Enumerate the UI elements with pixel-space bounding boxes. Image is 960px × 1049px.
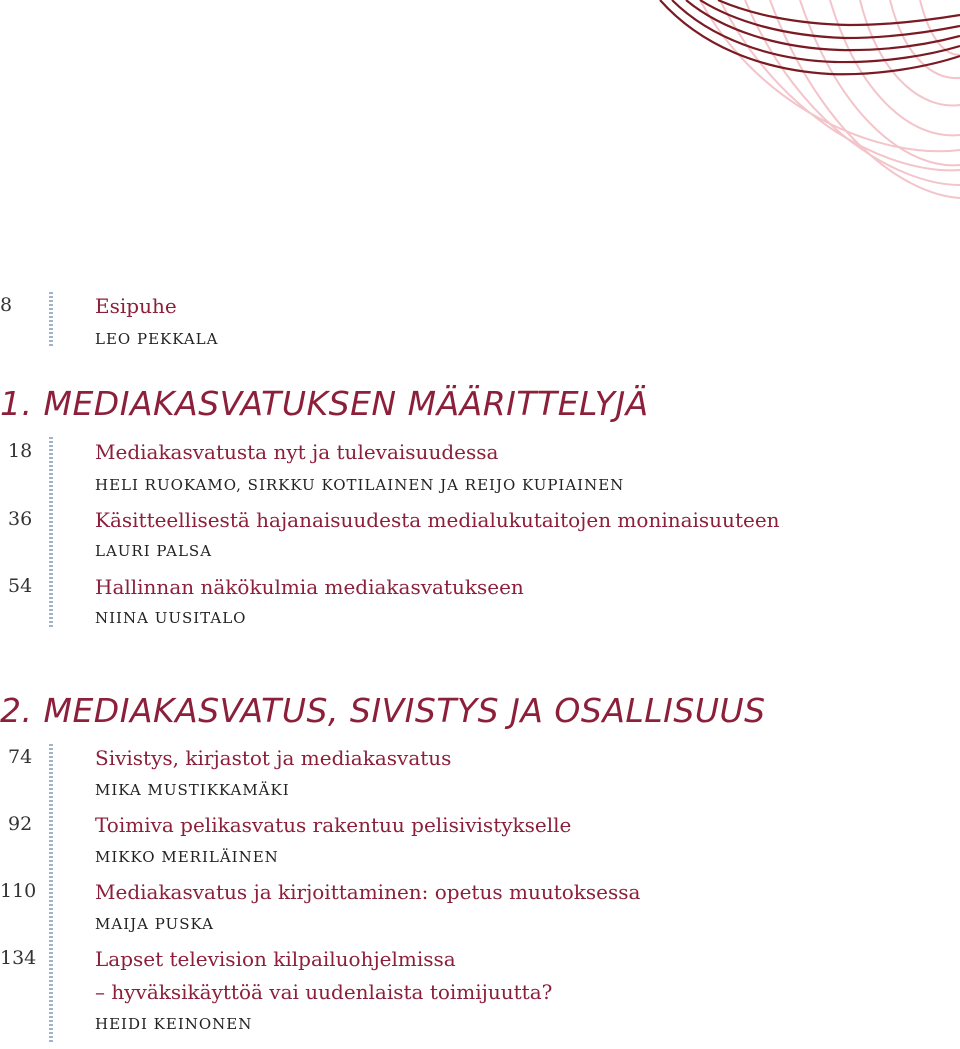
toc-entry-title[interactable]: Hallinnan näkökulmia mediakasvatukseen — [95, 575, 524, 599]
toc-entry-title[interactable]: Käsitteellisestä hajanaisuudesta medialukutaitojen moninaisuuteen — [95, 508, 780, 532]
section-heading: 2. MEDIAKASVATUS, SIVISTYS JA OSALLISUUS — [0, 691, 766, 730]
toc-entry-title[interactable]: Lapset television kilpailuohjelmissa — [95, 947, 456, 971]
toc-entry-title[interactable]: Esipuhe — [95, 294, 177, 318]
toc-page-number: 54 — [8, 575, 33, 597]
toc-page-number: 110 — [0, 880, 37, 902]
toc-page-number: 18 — [8, 440, 33, 462]
vertical-rule — [49, 437, 53, 629]
toc-entry-title[interactable]: Sivistys, kirjastot ja mediakasvatus — [95, 746, 452, 770]
toc-entry-author: NIINA UUSITALO — [95, 609, 247, 627]
toc-entry-subtitle[interactable]: – hyväksikäyttöä vai uudenlaista toimijuutta? — [95, 980, 553, 1004]
section-heading: 1. MEDIAKASVATUKSEN MÄÄRITTELYJÄ — [0, 384, 649, 423]
vertical-rule — [49, 744, 53, 1044]
vertical-rule — [49, 292, 53, 346]
toc-page-number: 74 — [8, 746, 33, 768]
toc-page-number: 92 — [8, 813, 33, 835]
toc-entry-author: HEIDI KEINONEN — [95, 1015, 253, 1033]
toc-entry-author: MIKKO MERILÄINEN — [95, 848, 279, 866]
toc-entry-title[interactable]: Toimiva pelikasvatus rakentuu pelisivistykselle — [95, 813, 572, 837]
toc-page-number: 134 — [0, 947, 37, 969]
toc-entry-author: LAURI PALSA — [95, 542, 213, 560]
toc-entry-author: LEO PEKKALA — [95, 330, 219, 348]
toc-page-number: 8 — [0, 294, 13, 316]
toc-entry-author: MAIJA PUSKA — [95, 915, 214, 933]
toc-entry-title[interactable]: Mediakasvatus ja kirjoittaminen: opetus muutoksessa — [95, 880, 641, 904]
decorative-swirl — [0, 0, 960, 200]
toc-page-number: 36 — [8, 508, 33, 530]
toc-entry-author: MIKA MUSTIKKAMÄKI — [95, 781, 290, 799]
toc-entry-title[interactable]: Mediakasvatusta nyt ja tulevaisuudessa — [95, 440, 499, 464]
toc-entry-author: HELI RUOKAMO, SIRKKU KOTILAINEN JA REIJO KUPIAINEN — [95, 476, 625, 494]
